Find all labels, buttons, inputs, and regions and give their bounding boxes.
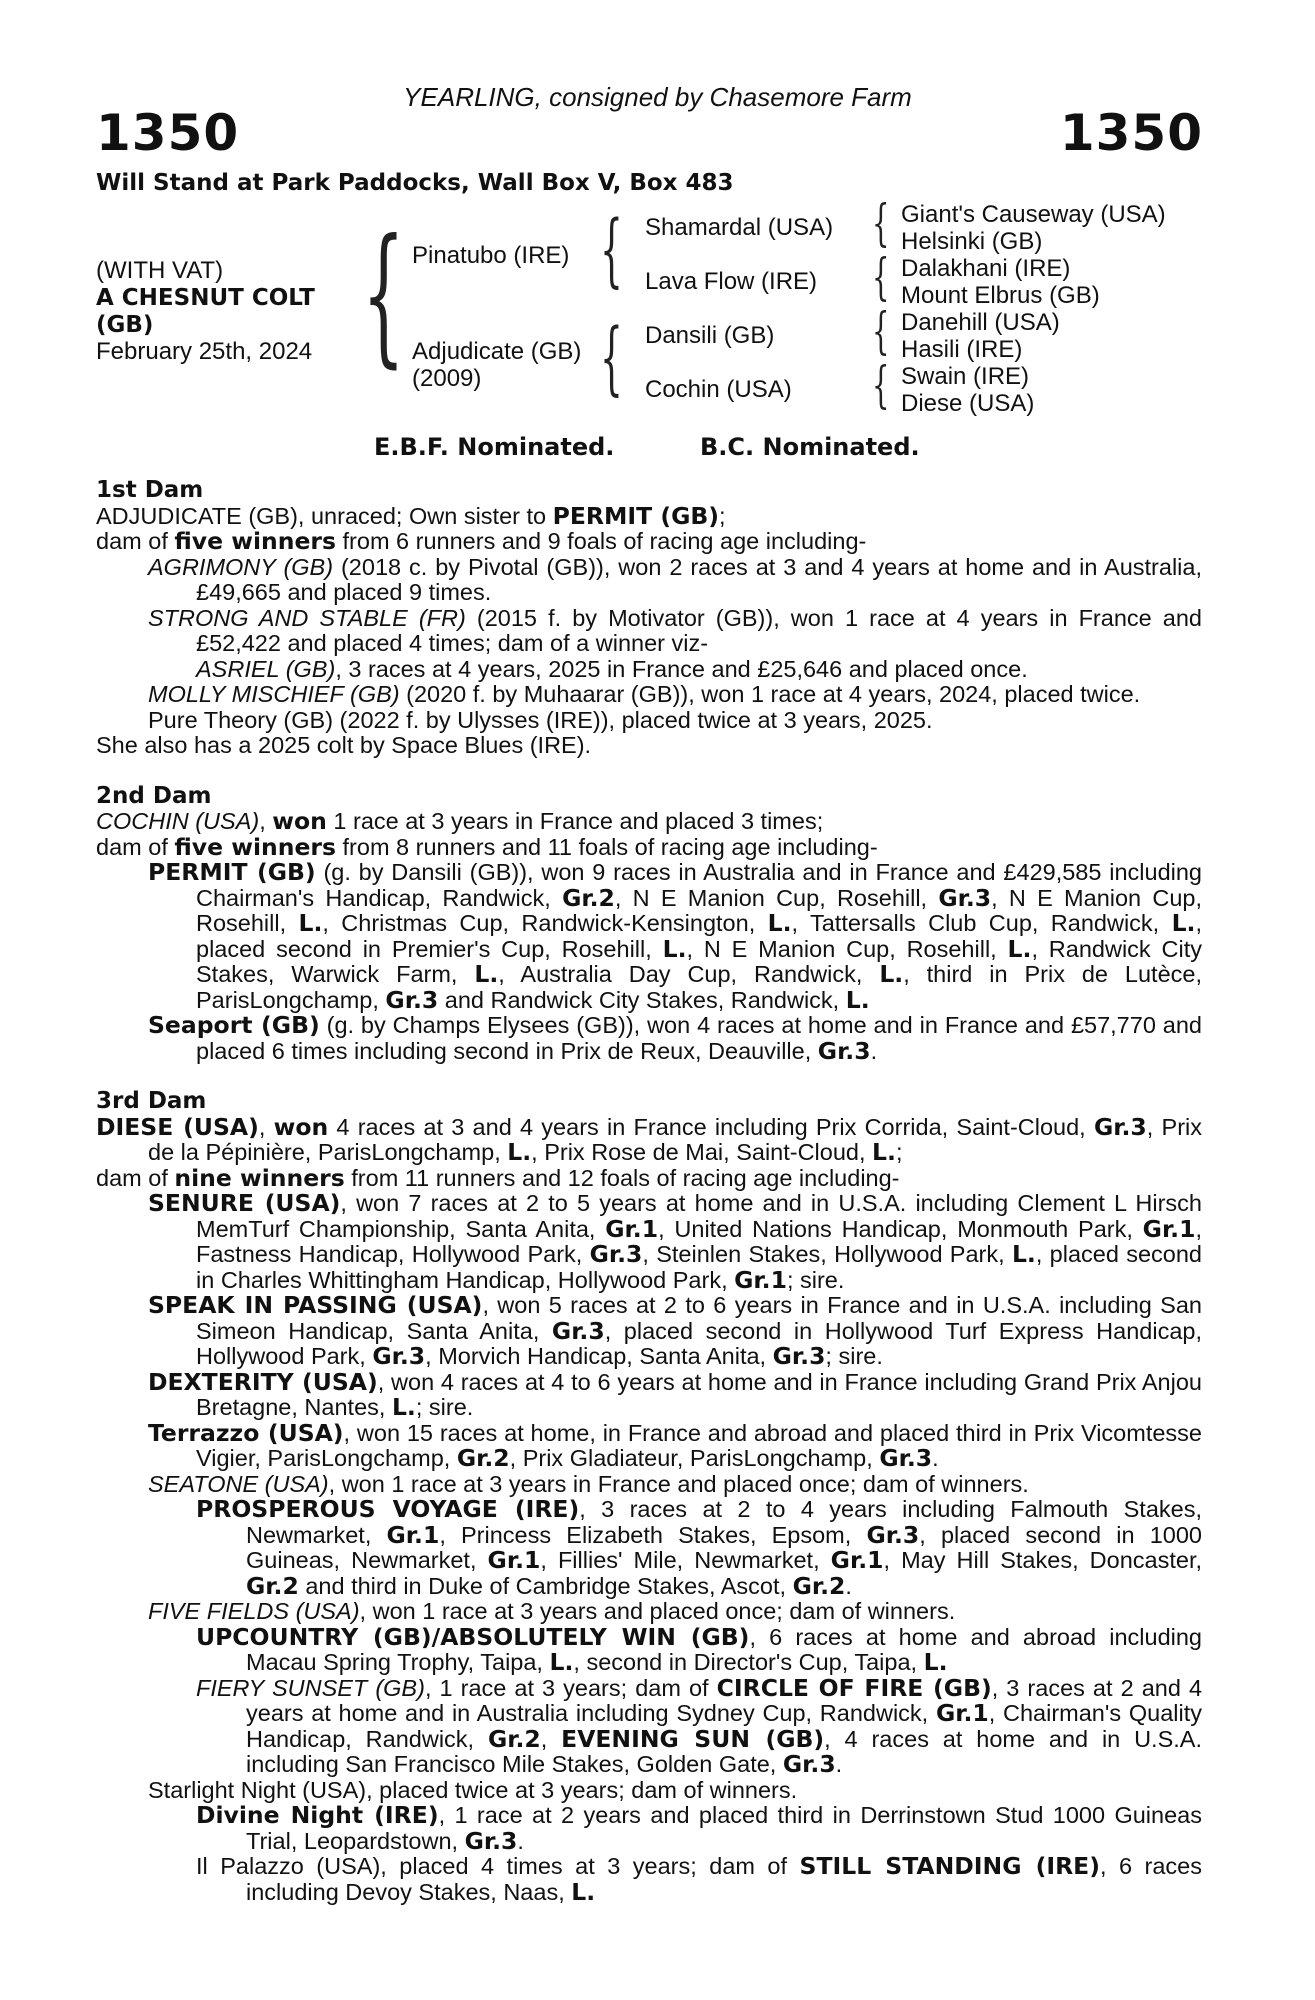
produce-divine-night: Divine Night (IRE), 1 race at 2 years and placed third in Derrinstown Stud 1000 Guineas Trial, Leopardstown, Gr.3. (196, 1801, 1202, 1855)
produce-starlight-night: Starlight Night (USA), placed twice at 3 years; dam of winners. (148, 1776, 798, 1803)
granddam-line-2: Helsinki (GB) (901, 228, 1043, 255)
horse-country: (GB) (96, 312, 154, 338)
brace-g4: { (872, 356, 890, 414)
produce-molly-mischief: MOLLY MISCHIEF (GB) (2020 f. by Muhaarar (GB)), won 1 race at 4 years, 2024, placed twice. (148, 681, 1141, 707)
second-dam-produce-summary: dam of five winners from 8 runners and 11 foals of racing age including- (96, 832, 878, 861)
foaling-date: February 25th, 2024 (96, 338, 313, 365)
produce-strong-and-stable: STRONG AND STABLE (FR) (2015 f. by Motivator (GB)), won 1 race at 4 years in France and £52,422 and placed 4 times; dam of a winner viz- (148, 604, 1202, 656)
granddam-line-7: Swain (IRE) (901, 363, 1030, 390)
ebf-nomination: E.B.F. Nominated. (374, 433, 615, 461)
produce-upcountry: UPCOUNTRY (GB)/ABSOLUTELY WIN (GB), 6 races at home and abroad including Macau Spring Trophy, Taipa, L., second in Director's Cup, Taipa, L. (196, 1622, 1203, 1676)
granddam-line-4: Mount Elbrus (GB) (901, 282, 1100, 309)
sire-sire: Shamardal (USA) (645, 214, 834, 241)
vat-note: (WITH VAT) (96, 257, 224, 284)
produce-five-fields: FIVE FIELDS (USA), won 1 race at 3 years and placed once; dam of winners. (148, 1598, 956, 1624)
produce-dexterity: DEXTERITY (USA), won 4 races at 4 to 6 years at home and in France including Grand Prix Anjou Bretagne, Nantes, L.; sire. (148, 1367, 1202, 1421)
stabling-line: Will Stand at Park Paddocks, Wall Box V, Box 483 (96, 170, 734, 196)
produce-il-palazzo: Il Palazzo (USA), placed 4 times at 3 years; dam of STILL STANDING (IRE), 6 races including Devoy Stakes, Naas, L. (196, 1852, 1202, 1906)
second-dam-summary: COCHIN (USA), won 1 race at 3 years in France and placed 3 times; (96, 807, 824, 835)
bc-nomination: B.C. Nominated. (700, 433, 920, 461)
granddam-line-5: Danehill (USA) (901, 309, 1060, 336)
produce-permit: PERMIT (GB) (g. by Dansili (GB)), won 9 races in Australia and in France and £429,585 including Chairman's Handicap, Randwick, Gr.2, N E Manion Cup, Rosehill, Gr.3, N E Manion Cup, Rosehill, L., Christmas Cup, Randwick-Kensington, L., Tattersalls Club Cup, Randwick, L., placed second in Premier's Cup, Rosehill, L., N E Manion Cup, Rosehill, L., Randwick City Stakes, Warwick Farm, L., Australia Day Cup, Randwick, L., third in Prix de Lutèce, ParisLongchamp, Gr.3 and Randwick City Stakes, Randwick, L. (148, 858, 1203, 1014)
sire-name: Pinatubo (IRE) (412, 242, 570, 269)
granddam-line-1: Giant's Causeway (USA) (901, 201, 1166, 228)
produce-senure: SENURE (USA), won 7 races at 2 to 5 years at home and in U.S.A. including Clement L Hirsch MemTurf Championship, Santa Anita, Gr.1, United Nations Handicap, Monmouth Park, Gr.1, Fastness Handicap, Hollywood Park, Gr.3, Steinlen Stakes, Hollywood Park, L., placed second in Charles Whittingham Handicap, Hollywood Park, Gr.1; sire. (148, 1189, 1203, 1294)
lot-number-left: 1350 (96, 104, 240, 162)
brace-g2: { (872, 248, 890, 306)
produce-pure-theory: Pure Theory (GB) (2022 f. by Ulysses (IRE)), placed twice at 3 years, 2025. (148, 706, 933, 733)
granddam-line-8: Diese (USA) (901, 390, 1035, 417)
sire-dam: Lava Flow (IRE) (645, 268, 818, 295)
produce-asriel: ASRIEL (GB), 3 races at 4 years, 2025 in France and £25,646 and placed once. (196, 655, 1028, 682)
granddam-line-6: Hasili (IRE) (901, 336, 1023, 363)
dam-sire: Dansili (GB) (645, 322, 775, 349)
third-dam-produce-summary: dam of nine winners from 11 runners and 12 foals of racing age including- (96, 1163, 900, 1192)
produce-terrazzo: Terrazzo (USA), won 15 races at home, in France and abroad and placed third in Prix Vicomtesse Vigier, ParisLongchamp, Gr.2, Prix Gladiateur, ParisLongchamp, Gr.3. (148, 1418, 1202, 1472)
produce-seaport: Seaport (GB) (g. by Champs Elysees (GB)), won 4 races at home and in France and £57,770 and placed 6 times including second in Prix de Reux, Deauville, Gr.3. (148, 1011, 1202, 1065)
dam-year: (2009) (412, 365, 482, 392)
granddam-line-3: Dalakhani (IRE) (901, 255, 1071, 282)
dam-brace: { (600, 311, 623, 404)
first-dam-produce-summary: dam of five winners from 6 runners and 9 foals of racing age including- (96, 527, 867, 555)
dam-produce-records (96, 478, 1202, 1905)
produce-agrimony: AGRIMONY (GB) (2018 c. by Pivotal (GB)), won 2 races at 3 and 4 years at home and in Australia, £49,665 and placed 9 times. (148, 553, 1202, 605)
first-dam-heading: 1st Dam (96, 477, 204, 503)
produce-speak-in-passing: SPEAK IN PASSING (USA), won 5 races at 2 to 6 years in France and in U.S.A. including San Simeon Handicap, Santa Anita, Gr.3, placed second in Hollywood Turf Express Handicap, Hollywood Park, Gr.3, Morvich Handicap, Santa Anita, Gr.3; sire. (148, 1291, 1203, 1370)
third-dam-heading: 3rd Dam (96, 1088, 207, 1114)
sire-brace: { (600, 203, 623, 296)
produce-fiery-sunset: FIERY SUNSET (GB), 1 race at 3 years; dam of CIRCLE OF FIRE (GB), 3 races at 2 and 4 years at home and in Australia including Sydney Cup, Randwick, Gr.1, Chairman's Quality Handicap, Randwick, Gr.2, EVENING SUN (GB), 4 races at home and in U.S.A. including San Francisco Mile Stakes, Golden Gate, Gr.3. (196, 1673, 1203, 1778)
brace-g3: { (872, 302, 890, 360)
horse-title: A CHESNUT COLT (96, 285, 315, 311)
brace-g1: { (872, 194, 890, 252)
third-dam-summary: DIESE (USA), won 4 races at 3 and 4 years in France including Prix Corrida, Saint-Cloud, Gr.3, Prix de la Pépinière, ParisLongchamp, L., Prix Rose de Mai, Saint-Cloud, L.; (96, 1112, 1202, 1166)
produce-seatone: SEATONE (USA), won 1 race at 3 years in France and placed once; dam of winners. (148, 1470, 1029, 1497)
consignment-line: YEARLING, consigned by Chasemore Farm (403, 82, 912, 112)
second-dam-heading: 2nd Dam (96, 782, 212, 809)
dam-name: Adjudicate (GB) (412, 338, 582, 365)
dam-dam: Cochin (USA) (645, 376, 792, 403)
first-dam-summary: ADJUDICATE (GB), unraced; Own sister to PERMIT (GB); (96, 501, 726, 530)
produce-prosperous-voyage: PROSPEROUS VOYAGE (IRE), 3 races at 2 to 4 years including Falmouth Stakes, Newmarket, Gr.1, Princess Elizabeth Stakes, Epsom, Gr.3, placed second in 1000 Guineas, Newmarket, Gr.1, Fillies' Mile, Newmarket, Gr.1, May Hill Stakes, Doncaster, Gr.2 and third in Duke of Cambridge Stakes, Ascot, Gr.2. (196, 1495, 1203, 1600)
produce-2025-colt: She also has a 2025 colt by Space Blues (IRE). (96, 732, 592, 758)
pedigree-brace-main: { (362, 208, 405, 382)
lot-number-right: 1350 (1059, 104, 1203, 162)
